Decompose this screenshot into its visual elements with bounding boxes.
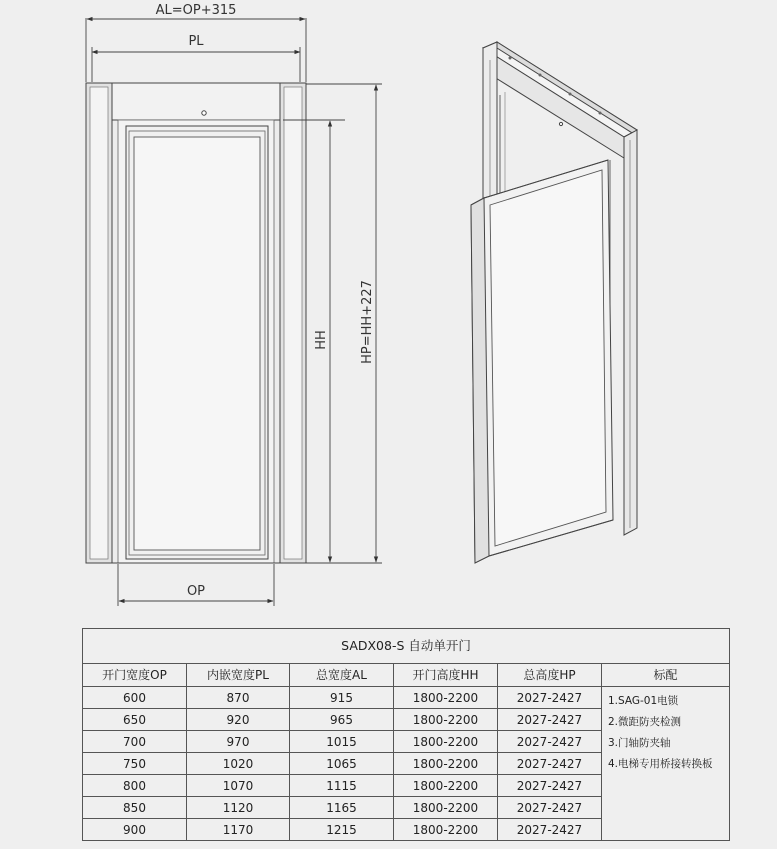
cell-hh: 1800-2200 — [394, 709, 498, 731]
cell-al: 1015 — [290, 731, 394, 753]
cell-hp: 2027-2427 — [498, 753, 602, 775]
cell-hh: 1800-2200 — [394, 819, 498, 841]
cell-pl: 1170 — [187, 819, 290, 841]
cell-hh: 1800-2200 — [394, 731, 498, 753]
front-view — [86, 83, 306, 563]
cell-al: 915 — [290, 687, 394, 709]
cell-hp: 2027-2427 — [498, 775, 602, 797]
cell-hh: 1800-2200 — [394, 775, 498, 797]
door-header — [112, 83, 280, 120]
table-title: SADX08-S 自动单开门 — [83, 629, 730, 664]
table-row — [83, 687, 730, 709]
hh-dimension-label: HH — [314, 330, 329, 350]
cell-hh: 1800-2200 — [394, 797, 498, 819]
cell-op: 600 — [83, 687, 187, 709]
al-dimension-label: AL=OP+315 — [155, 3, 237, 18]
hp-dimension-label: HP=HH+227 — [360, 280, 375, 364]
cell-al: 1165 — [290, 797, 394, 819]
standard-features — [602, 687, 730, 841]
header-pl: 内嵌宽度PL — [187, 664, 290, 687]
feature-item: 2.微距防夹检测 — [608, 716, 682, 728]
cell-al: 1215 — [290, 819, 394, 841]
cell-al: 965 — [290, 709, 394, 731]
header-hh: 开门高度HH — [394, 664, 498, 687]
cell-pl: 920 — [187, 709, 290, 731]
header-op: 开门宽度OP — [83, 664, 187, 687]
op-dimension-label: OP — [186, 584, 206, 599]
door-panel — [134, 137, 260, 550]
header-al: 总宽度AL — [290, 664, 394, 687]
cell-al: 1065 — [290, 753, 394, 775]
cell-al: 1115 — [290, 775, 394, 797]
cell-hp: 2027-2427 — [498, 731, 602, 753]
cell-hh: 1800-2200 — [394, 687, 498, 709]
feature-item: 4.电梯专用桥接转换板 — [608, 758, 713, 770]
cell-op: 750 — [83, 753, 187, 775]
cell-hp: 2027-2427 — [498, 709, 602, 731]
feature-item: 3.门轴防夹轴 — [608, 737, 671, 749]
cell-hp: 2027-2427 — [498, 819, 602, 841]
header-standard: 标配 — [602, 664, 730, 687]
cell-pl: 970 — [187, 731, 290, 753]
cell-op: 650 — [83, 709, 187, 731]
cell-hh: 1800-2200 — [394, 753, 498, 775]
perspective-right-post — [624, 130, 637, 535]
perspective-view — [471, 42, 637, 563]
cell-pl: 1070 — [187, 775, 290, 797]
cell-pl: 1120 — [187, 797, 290, 819]
cell-pl: 1020 — [187, 753, 290, 775]
cell-op: 900 — [83, 819, 187, 841]
cell-op: 700 — [83, 731, 187, 753]
cell-op: 850 — [83, 797, 187, 819]
header-hp: 总高度HP — [498, 664, 602, 687]
cell-pl: 870 — [187, 687, 290, 709]
cell-hp: 2027-2427 — [498, 797, 602, 819]
cell-hp: 2027-2427 — [498, 687, 602, 709]
spec-table — [82, 628, 730, 841]
cell-op: 800 — [83, 775, 187, 797]
lock-hole — [202, 111, 206, 115]
pl-dimension-label: PL — [188, 34, 204, 49]
feature-item: 1.SAG-01电锁 — [608, 695, 679, 707]
